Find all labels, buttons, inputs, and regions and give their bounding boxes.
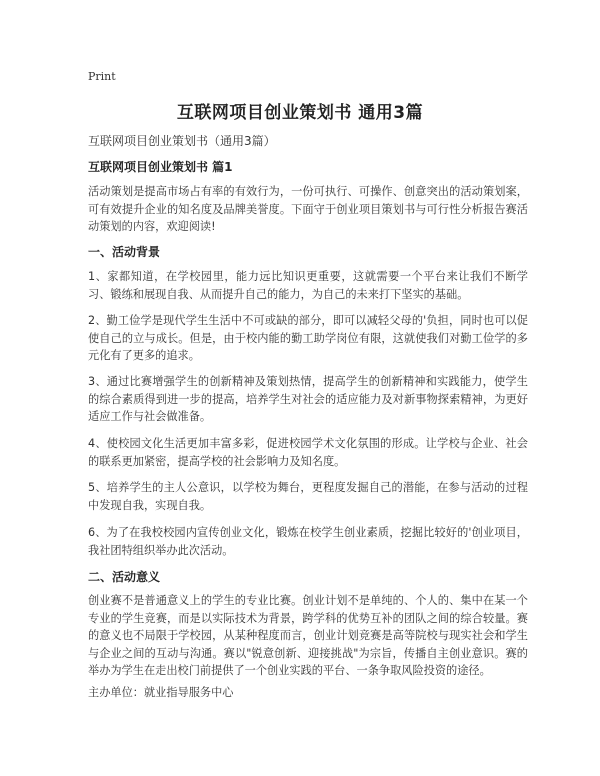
background-item: 6、为了在我校校园内宣传创业文化，锻炼在校学生创业素质，挖掘比较好的'创业项目，我社团特组织举办此次活动。 bbox=[88, 526, 528, 557]
organizer-line: 主办单位：就业指导服务中心 bbox=[88, 686, 234, 699]
background-item: 5、培养学生的主人公意识，以学校为舞台，更程度发掘自己的潜能，在参与活动的过程中发现自我，实现自我。 bbox=[88, 481, 528, 512]
print-link[interactable]: Print bbox=[88, 70, 116, 83]
meaning-paragraph: 创业赛不是普通意义上的学生的专业比赛。创业计划不是单纯的、个人的、集中在某一个专业的学生竞赛，而是以实际技术为背景，跨学科的优势互补的团队之间的综合较量。赛的意义也不局限于学校园，从某种程度而言，创业计划竞赛是高等院校与现实社会和学生与企业之间的互动与沟通。赛以"锐意创新、迎接挑战"为宗旨，传播自主创业意识。赛的举办为学生在走出校门前提供了一个创业实践的平台、一条争取风险投资的途径。 bbox=[88, 594, 528, 677]
section-heading-background: 一、活动背景 bbox=[88, 245, 161, 259]
article-heading: 互联网项目创业策划书 篇1 bbox=[88, 160, 233, 174]
page-title: 互联网项目创业策划书 通用3篇 bbox=[176, 103, 424, 123]
background-item: 3、通过比赛增强学生的创新精神及策划热情，提高学生的创新精神和实践能力，使学生的综合素质得到进一步的提高，培养学生对社会的适应能力及对新事物探索精神，为更好适应工作与社会做准备。 bbox=[88, 375, 528, 423]
document-subtitle: 互联网项目创业策划书（通用3篇） bbox=[88, 134, 276, 148]
background-item: 2、勤工俭学是现代学生生活中不可或缺的部分，即可以减轻父母的'负担，同时也可以促使自己的立与成长。但是，由于校内能的勤工助学岗位有限，这就使我们对勤工俭学的多元化有了更多的追求。 bbox=[88, 314, 528, 362]
section-heading-meaning: 二、活动意义 bbox=[88, 570, 161, 584]
background-item: 4、使校园文化生活更加丰富多彩，促进校园学术文化氛围的形成。让学校与企业、社会的联系更加紧密，提高学校的社会影响力及知名度。 bbox=[88, 437, 528, 468]
background-item: 1、家都知道，在学校园里，能力远比知识更重要，这就需要一个平台来让我们不断学习、锻练和展现自我、从而提升自己的能力，为自己的未来打下坚实的基础。 bbox=[88, 270, 528, 301]
intro-paragraph: 活动策划是提高市场占有率的有效行为，一份可执行、可操作、创意突出的活动策划案，可有效提升企业的知名度及品牌美誉度。下面守于创业项目策划书与可行性分析报告赛活动策划的内容，欢迎阅读! bbox=[88, 185, 528, 233]
